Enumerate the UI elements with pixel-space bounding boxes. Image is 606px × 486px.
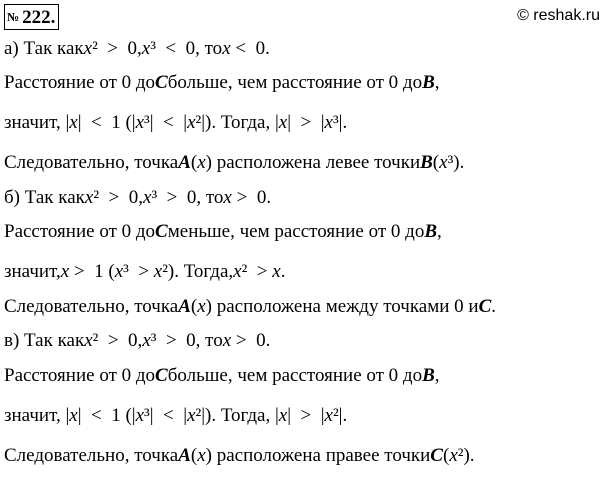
site-watermark: © reshak.ru bbox=[517, 7, 600, 24]
solution-line: Следовательно, точка A ( x ) расположена между точками 0 и C . bbox=[4, 295, 496, 317]
solution-line: Следовательно, точка A ( x ) расположена правее точки C ( x ²). bbox=[4, 444, 475, 466]
number-sign: № bbox=[7, 10, 20, 24]
problem-number-box bbox=[4, 4, 59, 30]
page-header bbox=[0, 0, 606, 34]
solution-line: а) Так как x ² > 0, x ³ < 0, то x < 0. bbox=[4, 37, 270, 59]
solution-line: значит, | x | < 1 (| x ³| < | x ²|). Тогда, | x | > | x ³|. bbox=[4, 112, 348, 133]
solution-line: значит, x > 1 ( x ³ > x ²). Тогда, x ² > x . bbox=[4, 261, 286, 282]
solution-text bbox=[4, 30, 604, 472]
solution-line: в) Так как x ² > 0, x ³ > 0, то x > 0. bbox=[4, 330, 271, 351]
solution-line: Расстояние от 0 до C больше, чем расстояние от 0 до B , bbox=[4, 364, 440, 386]
solution-line: Следовательно, точка A ( x ) расположена левее точки B ( x ³). bbox=[4, 152, 465, 173]
problem-number: 222. bbox=[22, 7, 56, 28]
solution-line: Расстояние от 0 до C меньше, чем расстояние от 0 до B , bbox=[4, 221, 442, 242]
solution-line: Расстояние от 0 до C больше, чем расстояние от 0 до B , bbox=[4, 72, 440, 93]
solution-line: б) Так как x ² > 0, x ³ > 0, то x > 0. bbox=[4, 186, 272, 208]
solution-line: значит, | x | < 1 (| x ³| < | x ²|). Тогда, | x | > | x ²|. bbox=[4, 404, 348, 426]
